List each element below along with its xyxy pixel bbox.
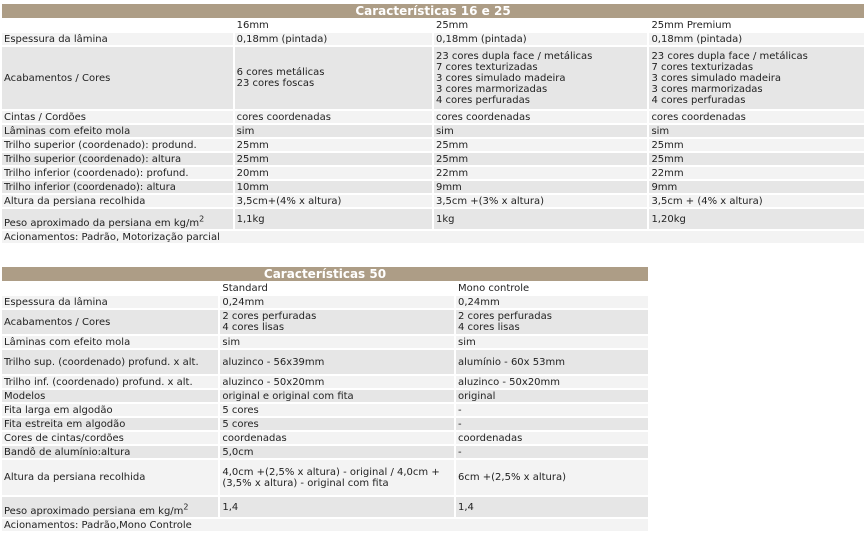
table-row: [2, 336, 648, 348]
header-cell: 16mm: [235, 20, 432, 31]
cell: 9mm: [649, 181, 864, 193]
table-row: [2, 33, 864, 45]
row-label: Espessura da lâmina: [2, 296, 218, 308]
row-label-text: Peso aproximado da persiana em kg/m: [4, 218, 200, 229]
cell: 1,4: [220, 497, 454, 517]
cell: -: [456, 418, 648, 430]
header-cell: [2, 283, 218, 294]
cell: sim: [456, 336, 648, 348]
cell: 22mm: [434, 167, 647, 179]
cell: sim: [220, 336, 454, 348]
table-row: [2, 404, 648, 416]
cell-line: 6 cores metálicas: [236, 67, 325, 78]
table-row: [2, 111, 864, 123]
cell-line: 2 cores perfuradas: [222, 311, 317, 322]
row-label: Modelos: [2, 390, 218, 402]
table-row: [2, 181, 864, 193]
cell: 25mm: [434, 139, 647, 151]
row-label: Acabamentos / Cores: [2, 310, 218, 334]
cell: original: [456, 390, 648, 402]
cell: 6cm +(2,5% x altura): [456, 460, 648, 495]
footer-cell: Acionamentos: Padrão, Motorização parcial: [2, 231, 864, 243]
cell: alumínio - 60x 53mm: [456, 350, 648, 374]
cell: 10mm: [235, 181, 432, 193]
header-cell: Mono controle: [456, 283, 648, 294]
superscript: 2: [183, 502, 189, 512]
cell: 25mm: [649, 153, 864, 165]
cell-line: 23 cores foscas: [236, 78, 315, 89]
cell-line: 3 cores simulado madeira: [651, 72, 782, 84]
table-title: Características 50: [2, 267, 648, 281]
cell-line: 3 cores marmorizadas: [651, 83, 763, 95]
table-row: [2, 125, 864, 137]
cell: 5 cores: [220, 418, 454, 430]
cell: 5 cores: [220, 404, 454, 416]
cell: cores coordenadas: [235, 111, 432, 123]
table-row: [2, 167, 864, 179]
cell: 1,20kg: [649, 209, 864, 229]
cell-line: 3 cores simulado madeira: [435, 72, 566, 84]
row-label-text: Peso aproximado persiana em kg/m: [4, 506, 184, 517]
cell: coordenadas: [220, 432, 454, 444]
cell: 5,0cm: [220, 446, 454, 458]
row-label: Cintas / Cordões: [2, 111, 233, 123]
row-label: [2, 209, 233, 229]
cell: 1,4: [456, 497, 648, 517]
cell: 0,18mm (pintada): [434, 33, 647, 45]
row-label: Trilho inferior (coordenado): profund.: [2, 167, 233, 179]
table-row: [2, 47, 864, 109]
cell-line: 4 cores lisas: [457, 322, 520, 333]
row-label: Acabamentos / Cores: [2, 47, 233, 109]
cell: 3,5cm +(3% x altura): [434, 195, 647, 207]
table-title: Características 16 e 25: [2, 4, 864, 18]
characteristics-16-25-table: [0, 2, 866, 245]
table-row: [2, 460, 648, 495]
footer-cell: Acionamentos: Padrão,Mono Controle: [2, 519, 648, 531]
table-row: [2, 296, 648, 308]
cell: 0,24mm: [456, 296, 648, 308]
table-row: [2, 310, 648, 334]
cell: cores coordenadas: [434, 111, 647, 123]
cell-line: 7 cores texturizadas: [435, 61, 538, 73]
table-row: [2, 209, 864, 229]
row-label: Lâminas com efeito mola: [2, 336, 218, 348]
header-cell: [2, 20, 233, 31]
cell: 3,5cm+(4% x altura): [235, 195, 432, 207]
cell-line: 4 cores perfuradas: [651, 94, 746, 106]
row-label: Trilho inf. (coordenado) profund. x alt.: [2, 376, 218, 388]
cell: aluzinco - 56x39mm: [220, 350, 454, 374]
table-row: [2, 390, 648, 402]
cell: [220, 310, 454, 334]
header-cell: Standard: [220, 283, 454, 294]
cell-line: 2 cores perfuradas: [457, 311, 552, 322]
row-label: Espessura da lâmina: [2, 33, 233, 45]
cell-line: 23 cores dupla face / metálicas: [651, 50, 808, 62]
cell: 22mm: [649, 167, 864, 179]
table-row: [2, 153, 864, 165]
cell: 0,24mm: [220, 296, 454, 308]
cell-line: 4 cores lisas: [222, 322, 285, 333]
row-label: Trilho superior (coordenado): prodund.: [2, 139, 233, 151]
cell: 1,1kg: [235, 209, 432, 229]
cell: 25mm: [235, 153, 432, 165]
cell: 1kg: [434, 209, 647, 229]
table-row: [2, 376, 648, 388]
cell: -: [456, 404, 648, 416]
cell: 25mm: [235, 139, 432, 151]
row-label: Fita estreita em algodão: [2, 418, 218, 430]
characteristics-50-table: [0, 265, 650, 533]
cell: [235, 47, 432, 109]
cell: cores coordenadas: [649, 111, 864, 123]
cell-line: 4 cores perfuradas: [435, 94, 530, 106]
table-row: [2, 497, 648, 517]
cell: 0,18mm (pintada): [235, 33, 432, 45]
cell: sim: [434, 125, 647, 137]
table-row: [2, 139, 864, 151]
cell: sim: [235, 125, 432, 137]
row-label: Altura da persiana recolhida: [2, 195, 233, 207]
cell: aluzinco - 50x20mm: [456, 376, 648, 388]
cell: sim: [649, 125, 864, 137]
table-row: [2, 195, 864, 207]
cell: [649, 47, 864, 109]
row-label: Bandô de alumínio:altura: [2, 446, 218, 458]
row-label: Fita larga em algodão: [2, 404, 218, 416]
table-footer-row: [2, 519, 648, 531]
table-row: [2, 418, 648, 430]
row-label: Trilho sup. (coordenado) profund. x alt.: [2, 350, 218, 374]
cell: coordenadas: [456, 432, 648, 444]
cell: 20mm: [235, 167, 432, 179]
superscript: 2: [199, 214, 205, 224]
cell: -: [456, 446, 648, 458]
header-cell: 25mm Premium: [649, 20, 864, 31]
cell: 0,18mm (pintada): [649, 33, 864, 45]
cell: 3,5cm + (4% x altura): [649, 195, 864, 207]
table-row: [2, 350, 648, 374]
cell: 25mm: [649, 139, 864, 151]
cell: aluzinco - 50x20mm: [220, 376, 454, 388]
row-label: Altura da persiana recolhida: [2, 460, 218, 495]
cell: [434, 47, 647, 109]
table-row: [2, 446, 648, 458]
cell: 4,0cm +(2,5% x altura) - original / 4,0cm + (3,5% x altura) - original com fita: [220, 460, 454, 495]
cell-line: 3 cores marmorizadas: [435, 83, 548, 95]
cell: 9mm: [434, 181, 647, 193]
table-row: [2, 432, 648, 444]
row-label: Cores de cintas/cordões: [2, 432, 218, 444]
row-label: Trilho inferior (coordenado): altura: [2, 181, 233, 193]
row-label: [2, 497, 218, 517]
table-footer-row: [2, 231, 864, 243]
cell-line: 7 cores texturizadas: [651, 61, 754, 73]
cell-line: 23 cores dupla face / metálicas: [435, 50, 593, 62]
cell: [456, 310, 648, 334]
row-label: Trilho superior (coordenado): altura: [2, 153, 233, 165]
cell: original e original com fita: [220, 390, 454, 402]
cell: 25mm: [434, 153, 647, 165]
header-cell: 25mm: [434, 20, 647, 31]
row-label: Lâminas com efeito mola: [2, 125, 233, 137]
